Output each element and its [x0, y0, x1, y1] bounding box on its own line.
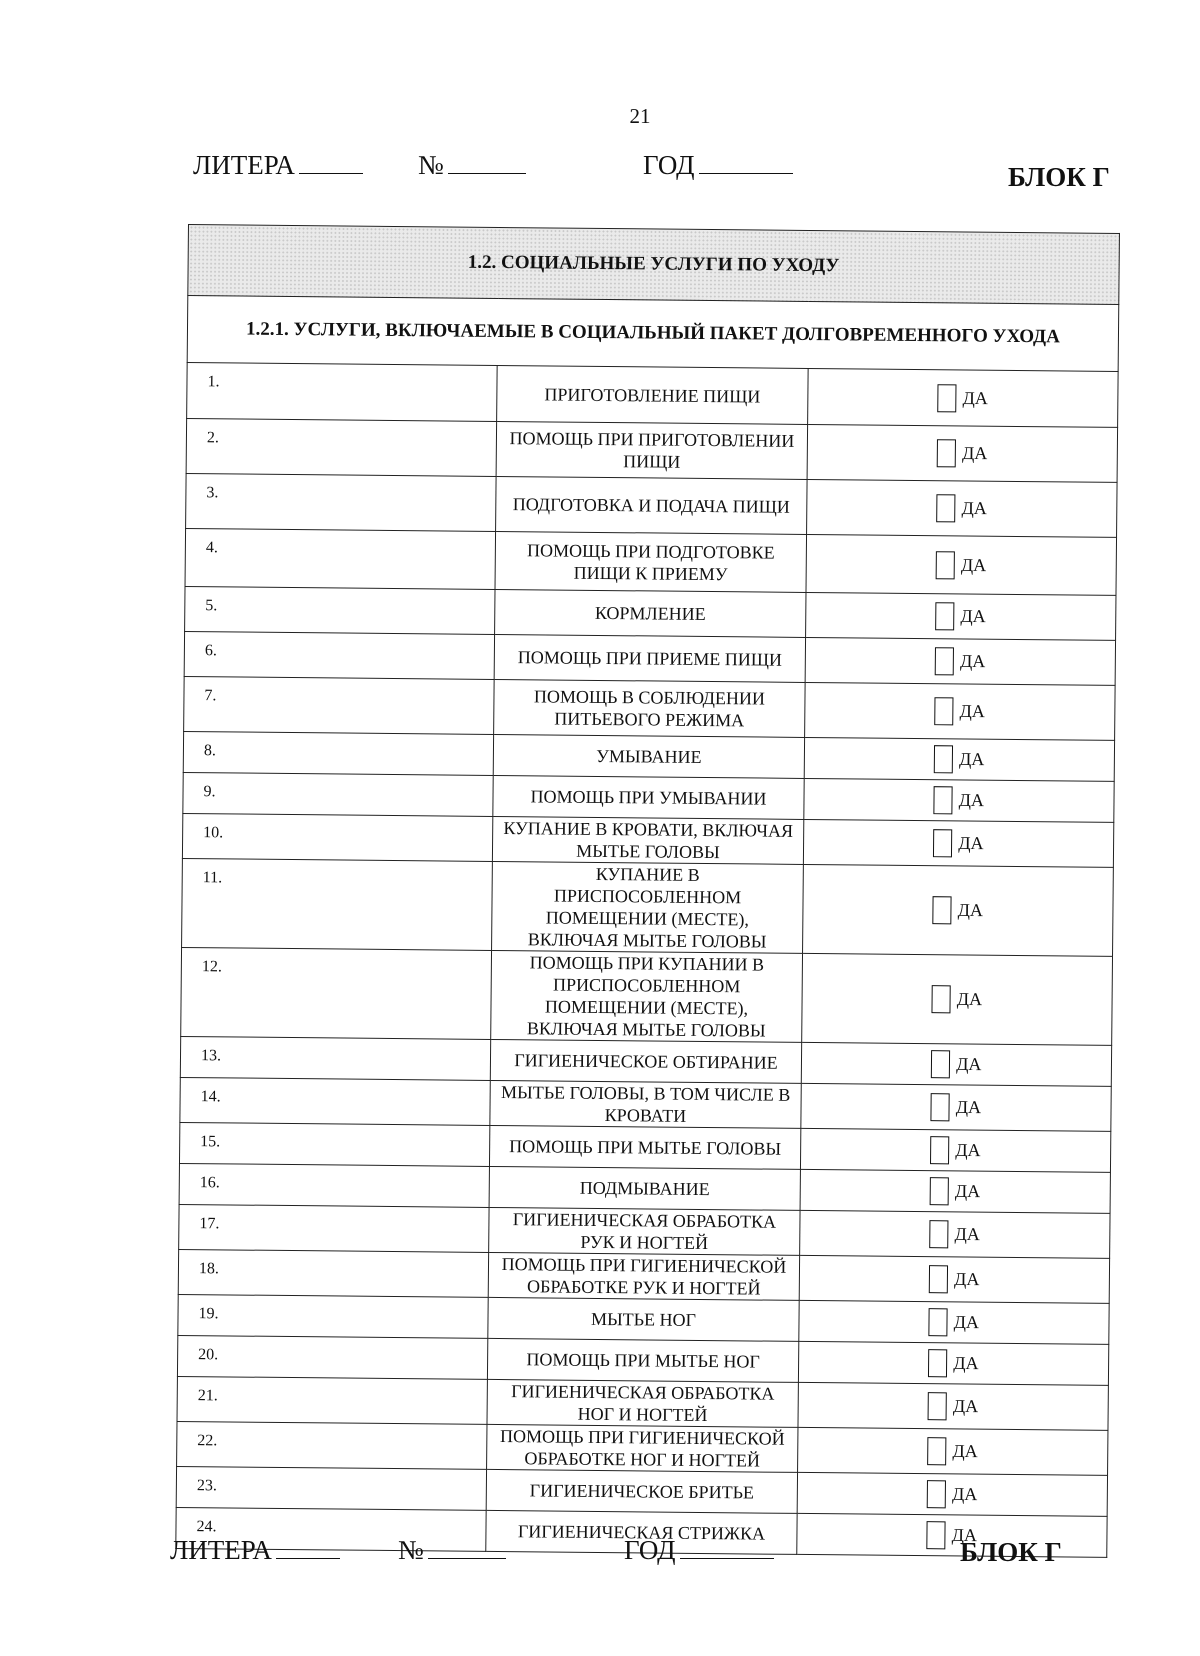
year-field [643, 150, 793, 181]
service-description: ПРИГОТОВЛЕНИЕ ПИЩИ [497, 365, 808, 424]
block-label-bottom: БЛОК Г [960, 1537, 1062, 1567]
yes-label: ДА [952, 1440, 978, 1462]
row-number [179, 1163, 490, 1207]
yes-checkbox-cell [802, 864, 1113, 956]
yes-checkbox[interactable] [936, 551, 955, 579]
row-number-text: 4. [205, 539, 218, 557]
row-number-text: 21. [197, 1387, 218, 1405]
row-number-text: 15. [200, 1133, 221, 1151]
number-field [418, 150, 526, 181]
row-number-text: 12. [201, 958, 222, 976]
yes-checkbox[interactable] [935, 602, 954, 630]
yes-label: ДА [951, 1483, 978, 1505]
service-row [186, 418, 1117, 482]
row-number [183, 772, 494, 816]
litera-field [193, 150, 363, 181]
row-number-text: 10. [203, 824, 224, 842]
yes-checkbox[interactable] [927, 1480, 946, 1508]
row-number-text: 24. [196, 1518, 217, 1536]
row-number [182, 858, 493, 950]
yes-label: ДА [958, 832, 984, 854]
row-number [187, 362, 498, 421]
row-number [185, 528, 496, 589]
yes-label: ДА [959, 700, 985, 722]
yes-label: ДА [958, 748, 985, 770]
litera-blank[interactable] [299, 151, 363, 174]
subsection-row [187, 296, 1119, 372]
row-number [178, 1294, 489, 1338]
number-blank[interactable] [448, 151, 526, 174]
row-number-text: 8. [203, 742, 217, 760]
yes-checkbox[interactable] [929, 1220, 948, 1248]
row-number [184, 676, 495, 734]
yes-checkbox-cell [797, 1472, 1108, 1516]
litera-field-bottom [170, 1535, 340, 1566]
yes-checkbox[interactable] [928, 1349, 947, 1377]
yes-checkbox-cell [801, 1042, 1112, 1086]
service-row [187, 362, 1118, 427]
yes-checkbox-cell [799, 1210, 1110, 1258]
row-number-text: 19. [198, 1305, 219, 1323]
row-number-text: 14. [200, 1088, 221, 1106]
yes-checkbox[interactable] [929, 1308, 948, 1336]
year-blank[interactable] [699, 151, 793, 174]
yes-label: ДА [956, 1053, 982, 1075]
service-description: ПОМОЩЬ ПРИ МЫТЬЕ ГОЛОВЫ [490, 1125, 801, 1169]
service-row [181, 947, 1113, 1045]
row-number-text: 20. [198, 1346, 219, 1364]
yes-checkbox-cell [798, 1341, 1109, 1385]
yes-checkbox-cell [801, 1083, 1112, 1131]
yes-checkbox-cell [807, 424, 1118, 482]
row-number [178, 1249, 489, 1297]
yes-checkbox[interactable] [933, 829, 952, 857]
yes-checkbox[interactable] [936, 494, 955, 522]
yes-checkbox-cell [806, 479, 1117, 537]
yes-checkbox[interactable] [927, 1437, 946, 1465]
year-field-bottom [624, 1535, 774, 1566]
yes-checkbox[interactable] [932, 985, 951, 1013]
row-number [186, 473, 497, 531]
service-description: МЫТЬЕ НОГ [488, 1297, 799, 1341]
yes-label: ДА [955, 1096, 982, 1118]
service-description: КУПАНИЕ В ПРИСПОСОБЛЕННОМ ПОМЕЩЕНИИ (МЕСТЕ), ВКЛЮЧАЯ МЫТЬЕ ГОЛОВЫ [492, 861, 803, 953]
yes-label: ДА [958, 789, 985, 811]
yes-checkbox[interactable] [933, 896, 952, 924]
row-number [179, 1204, 490, 1252]
yes-checkbox-cell [799, 1255, 1110, 1303]
yes-checkbox[interactable] [928, 1392, 947, 1420]
yes-checkbox-cell [803, 819, 1114, 867]
subsection-title: 1.2.1. УСЛУГИ, ВКЛЮЧАЕМЫЕ В СОЦИАЛЬНЫЙ ПАКЕТ ДОЛГОВРЕМЕННОГО УХОДА [187, 296, 1119, 372]
yes-checkbox-cell [805, 592, 1116, 640]
row-number [180, 1077, 491, 1125]
row-number-text: 3. [206, 484, 219, 502]
yes-checkbox[interactable] [930, 1136, 949, 1164]
year-label-bottom: ГОД [624, 1535, 676, 1565]
row-number-text: 17. [199, 1215, 220, 1233]
year-label: ГОД [643, 150, 695, 180]
number-label: № [418, 150, 444, 180]
service-description: МЫТЬЕ ГОЛОВЫ, В ТОМ ЧИСЛЕ В КРОВАТИ [490, 1080, 801, 1128]
litera-label-bottom: ЛИТЕРА [170, 1535, 272, 1565]
yes-checkbox[interactable] [931, 1050, 950, 1078]
row-number [179, 1122, 490, 1166]
service-description: ПОМОЩЬ ПРИ КУПАНИИ В ПРИСПОСОБЛЕННОМ ПОМЕЩЕНИИ (МЕСТЕ), ВКЛЮЧАЯ МЫТЬЕ ГОЛОВЫ [491, 950, 802, 1042]
yes-checkbox[interactable] [937, 384, 956, 412]
yes-label: ДА [961, 497, 987, 519]
yes-checkbox[interactable] [934, 697, 953, 725]
yes-checkbox[interactable] [935, 647, 954, 675]
service-description: ПОМОЩЬ ПРИ ГИГИЕНИЧЕСКОЙ ОБРАБОТКЕ РУК И НОГТЕЙ [489, 1252, 800, 1300]
row-number [183, 731, 494, 775]
row-number-text: 13. [200, 1047, 222, 1065]
service-description: ПОМОЩЬ ПРИ ПРИГОТОВЛЕНИИ ПИЩИ [496, 421, 807, 479]
yes-checkbox-cell [805, 637, 1116, 685]
number-field-bottom [398, 1535, 506, 1566]
litera-blank-bottom[interactable] [276, 1536, 340, 1559]
services-table [175, 224, 1120, 1558]
row-number-text: 7. [204, 687, 217, 705]
yes-label: ДА [959, 650, 986, 672]
yes-label: ДА [957, 899, 984, 921]
yes-checkbox-cell [801, 953, 1112, 1045]
service-description: ГИГИЕНИЧЕСКОЕ БРИТЬЕ [486, 1469, 797, 1513]
yes-checkbox-cell [798, 1382, 1109, 1430]
yes-label: ДА [955, 1139, 981, 1161]
yes-checkbox[interactable] [934, 745, 953, 773]
row-number [184, 631, 495, 679]
yes-label: ДА [960, 605, 986, 627]
yes-checkbox-cell [800, 1128, 1111, 1172]
service-description: ГИГИЕНИЧЕСКАЯ СТРИЖКА [486, 1510, 797, 1554]
service-description: КУПАНИЕ В КРОВАТИ, ВКЛЮЧАЯ МЫТЬЕ ГОЛОВЫ [493, 816, 804, 864]
yes-checkbox-cell [803, 778, 1114, 822]
row-number [177, 1335, 488, 1379]
row-number [177, 1376, 488, 1424]
yes-label: ДА [953, 1352, 979, 1374]
yes-label: ДА [951, 1524, 978, 1546]
yes-label: ДА [961, 442, 988, 464]
yes-checkbox[interactable] [937, 439, 956, 467]
service-description: ПОМОЩЬ ПРИ ПРИЕМЕ ПИЩИ [494, 634, 805, 682]
row-number-text: 1. [207, 373, 220, 391]
number-label-bottom: № [398, 1535, 424, 1565]
row-number [180, 1036, 491, 1080]
row-number [176, 1466, 487, 1510]
yes-label: ДА [956, 988, 983, 1010]
yes-label: ДА [953, 1311, 980, 1333]
yes-label: ДА [954, 1268, 980, 1290]
service-description: ПОДМЫВАНИЕ [489, 1166, 800, 1210]
service-description: ГИГИЕНИЧЕСКОЕ ОБТИРАНИЕ [491, 1039, 802, 1083]
section-row [188, 225, 1120, 305]
yes-checkbox-cell [798, 1300, 1109, 1344]
service-description: ПОДГОТОВКА И ПОДАЧА ПИЩИ [496, 476, 807, 534]
row-number-text: 9. [203, 783, 216, 801]
yes-label: ДА [954, 1223, 980, 1245]
top-header [0, 150, 1200, 190]
year-blank-bottom[interactable] [680, 1536, 774, 1559]
litera-label: ЛИТЕРА [193, 150, 295, 180]
yes-label: ДА [954, 1180, 981, 1202]
yes-checkbox[interactable] [930, 1177, 949, 1205]
row-number-text: 2. [206, 429, 220, 447]
yes-checkbox[interactable] [931, 1093, 950, 1121]
yes-checkbox[interactable] [929, 1265, 948, 1293]
service-description: ПОМОЩЬ ПРИ ПОДГОТОВКЕ ПИЩИ К ПРИЕМУ [495, 531, 806, 592]
service-description: ПОМОЩЬ ПРИ УМЫВАНИИ [493, 775, 804, 819]
row-number [185, 586, 496, 634]
number-blank-bottom[interactable] [428, 1536, 506, 1559]
bottom-header [0, 1535, 1200, 1575]
row-number [181, 947, 492, 1039]
row-number-text: 6. [204, 642, 217, 660]
yes-checkbox-cell [797, 1427, 1108, 1475]
row-number [182, 813, 493, 861]
service-row [184, 676, 1115, 740]
yes-checkbox[interactable] [934, 786, 953, 814]
row-number-text: 5. [205, 597, 218, 615]
row-number-text: 23. [196, 1477, 217, 1495]
yes-checkbox-cell [804, 682, 1115, 740]
row-number-text: 11. [202, 869, 223, 887]
row-number [186, 418, 497, 476]
yes-checkbox-cell [807, 368, 1118, 427]
row-number-text: 18. [198, 1260, 220, 1278]
service-row [182, 858, 1114, 956]
yes-checkbox-cell [800, 1169, 1111, 1213]
service-description: ПОМОЩЬ В СОБЛЮДЕНИИ ПИТЬЕВОГО РЕЖИМА [494, 679, 805, 737]
row-number-text: 16. [199, 1174, 220, 1192]
service-description: УМЫВАНИЕ [494, 734, 805, 778]
service-description: ПОМОЩЬ ПРИ ГИГИЕНИЧЕСКОЙ ОБРАБОТКЕ НОГ И НОГТЕЙ [487, 1424, 798, 1472]
block-label: БЛОК Г [1008, 162, 1110, 192]
yes-label: ДА [952, 1395, 979, 1417]
service-description: ГИГИЕНИЧЕСКАЯ ОБРАБОТКА НОГ И НОГТЕЙ [487, 1379, 798, 1427]
service-description: ГИГИЕНИЧЕСКАЯ ОБРАБОТКА РУК И НОГТЕЙ [489, 1207, 800, 1255]
yes-checkbox-cell [804, 737, 1115, 781]
service-description: КОРМЛЕНИЕ [495, 589, 806, 637]
service-row [185, 528, 1117, 595]
service-row [186, 473, 1117, 537]
yes-checkbox-cell [806, 534, 1117, 595]
page-number: 21 [629, 104, 651, 128]
yes-label: ДА [962, 387, 988, 408]
row-number-text: 22. [197, 1432, 218, 1450]
yes-label: ДА [960, 554, 987, 575]
row-number [177, 1421, 488, 1469]
section-title: 1.2. СОЦИАЛЬНЫЕ УСЛУГИ ПО УХОДУ [188, 225, 1120, 305]
service-description: ПОМОЩЬ ПРИ МЫТЬЕ НОГ [488, 1338, 799, 1382]
